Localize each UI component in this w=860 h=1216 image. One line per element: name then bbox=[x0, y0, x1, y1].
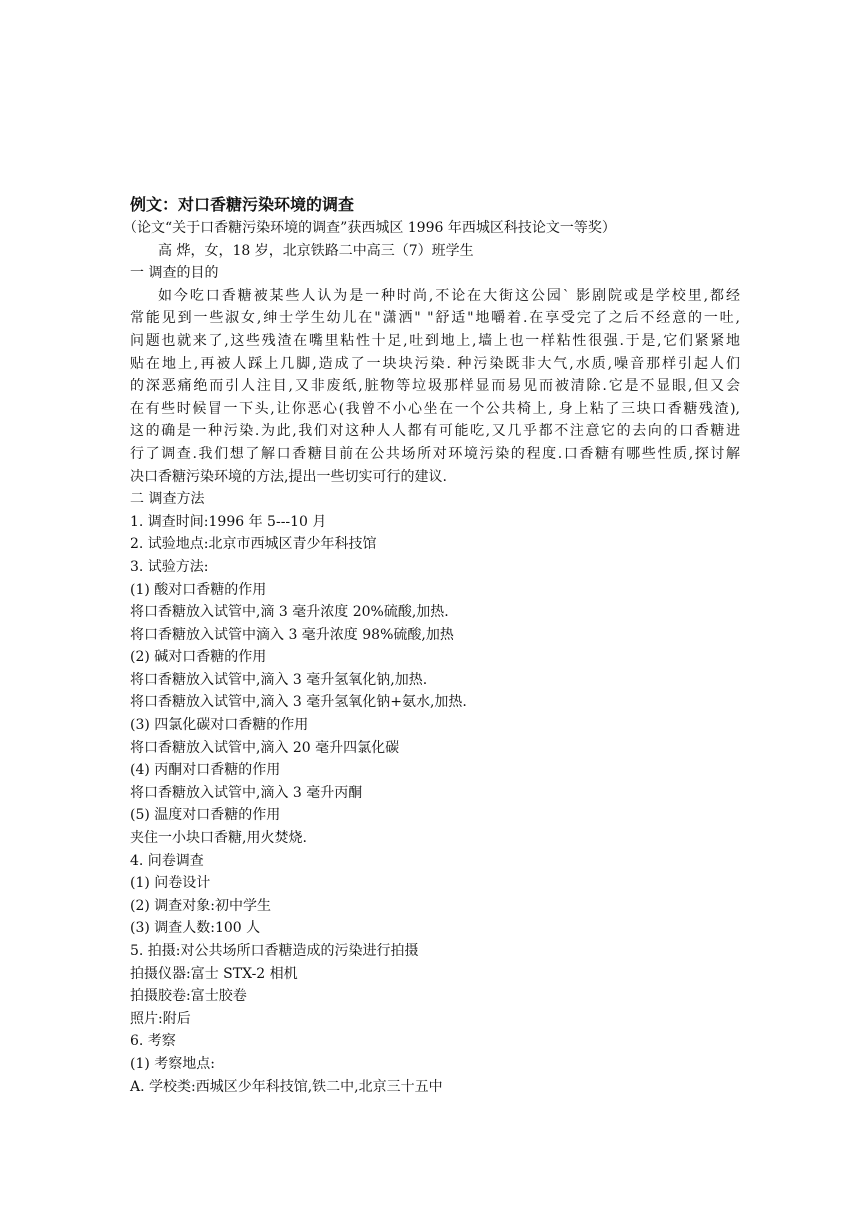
list-item: 将口香糖放入试管中,滴入 20 毫升四氯化碳 bbox=[130, 739, 400, 756]
list-item: (1) 问卷设计 bbox=[130, 875, 211, 892]
paragraph-line: 行了调查.我们想了解口香糖目前在公共场所对环境污染的程度.口香糖有哪些性质,探讨解 bbox=[130, 445, 740, 462]
list-item: 拍摄仪器:富士 STX-2 相机 bbox=[130, 965, 298, 982]
list-item: 拍摄胶卷:富士胶卷 bbox=[130, 988, 247, 1005]
list-item: 4. 问卷调查 bbox=[130, 852, 204, 869]
paragraph-line: 这的确是一种污染.为此,我们对这种人人都有可能吃,又几乎都不注意它的去向的口香糖进 bbox=[130, 423, 740, 440]
section-heading-purpose: 一 调查的目的 bbox=[130, 265, 219, 282]
paragraph-line: 贴在地上,再被人踩上几脚,造成了一块块污染. 种污染既非大气,水质,噪音那样引起人们 bbox=[130, 355, 740, 372]
list-item: (2) 碱对口香糖的作用 bbox=[130, 649, 267, 666]
section-heading-methods: 二 调查方法 bbox=[130, 491, 205, 508]
paragraph-line: 如今吃口香糖被某些人认为是一种时尚,不论在大街这公园` 影剧院或是学校里,都经 bbox=[158, 287, 740, 304]
list-item: 将口香糖放入试管中,滴 3 毫升浓度 20%硫酸,加热. bbox=[130, 604, 449, 621]
list-item: 6. 考察 bbox=[130, 1033, 176, 1050]
list-item: (3) 调查人数:100 人 bbox=[130, 920, 261, 937]
list-item: 5. 拍摄:对公共场所口香糖造成的污染进行拍摄 bbox=[130, 943, 419, 959]
list-item: (5) 温度对口香糖的作用 bbox=[130, 807, 281, 824]
list-item: 3. 试验方法: bbox=[130, 558, 209, 575]
document-subtitle: （论文“关于口香糖污染环境的调查”获西城区 1996 年西城区科技论文一等奖） bbox=[123, 220, 616, 236]
list-item: 照片:附后 bbox=[130, 1010, 191, 1027]
list-item: 夹住一小块口香糖,用火焚烧. bbox=[130, 830, 307, 847]
list-item: A. 学校类:西城区少年科技馆,铁二中,北京三十五中 bbox=[130, 1078, 443, 1095]
list-item: (3) 四氯化碳对口香糖的作用 bbox=[130, 717, 309, 734]
list-item: (2) 调查对象:初中学生 bbox=[130, 897, 271, 914]
paragraph-line: 决口香糖污染环境的方法,提出一些切实可行的建议. bbox=[130, 468, 447, 485]
list-item: (1) 酸对口香糖的作用 bbox=[130, 581, 267, 598]
purpose-paragraph bbox=[130, 285, 740, 488]
list-item: 将口香糖放入试管中,滴入 3 毫升氢氧化钠+氨水,加热. bbox=[130, 694, 467, 711]
list-item: 2. 试验地点:北京市西城区青少年科技馆 bbox=[130, 536, 377, 553]
document-title: 例文：对口香糖污染环境的调查 bbox=[130, 195, 355, 214]
list-item: 将口香糖放入试管中,滴入 3 毫升氢氧化钠,加热. bbox=[130, 671, 428, 688]
paragraph-line: 在有些时候冒一下头,让你恶心(我曾不小心坐在一个公共椅上, 身上粘了三块口香糖残渣), bbox=[130, 400, 740, 417]
list-item: 将口香糖放入试管中滴入 3 毫升浓度 98%硫酸,加热 bbox=[130, 626, 454, 643]
list-item: 将口香糖放入试管中,滴入 3 毫升丙酮 bbox=[130, 784, 363, 801]
list-item: 1. 调查时间:1996 年 5---10 月 bbox=[130, 513, 327, 530]
document-page bbox=[123, 193, 740, 1098]
paragraph-line: 常能见到一些淑女,绅士学生幼儿在"潇洒" "舒适"地嚼着.在享受完了之后不经意的一吐, bbox=[130, 310, 740, 327]
list-item: (4) 丙酮对口香糖的作用 bbox=[130, 762, 281, 779]
author-line: 高 烨，女，18 岁，北京铁路二中高三（7）班学生 bbox=[158, 242, 474, 259]
paragraph-line: 的深恶痛绝而引人注目,又非废纸,脏物等垃圾那样显而易见而被清除.它是不显眼,但又会 bbox=[130, 378, 740, 395]
list-item: (1) 考察地点: bbox=[130, 1055, 215, 1072]
paragraph-line: 问题也就来了,这些残渣在嘴里粘性十足,吐到地上,墙上也一样粘性很强.于是,它们紧紧地 bbox=[130, 332, 740, 349]
